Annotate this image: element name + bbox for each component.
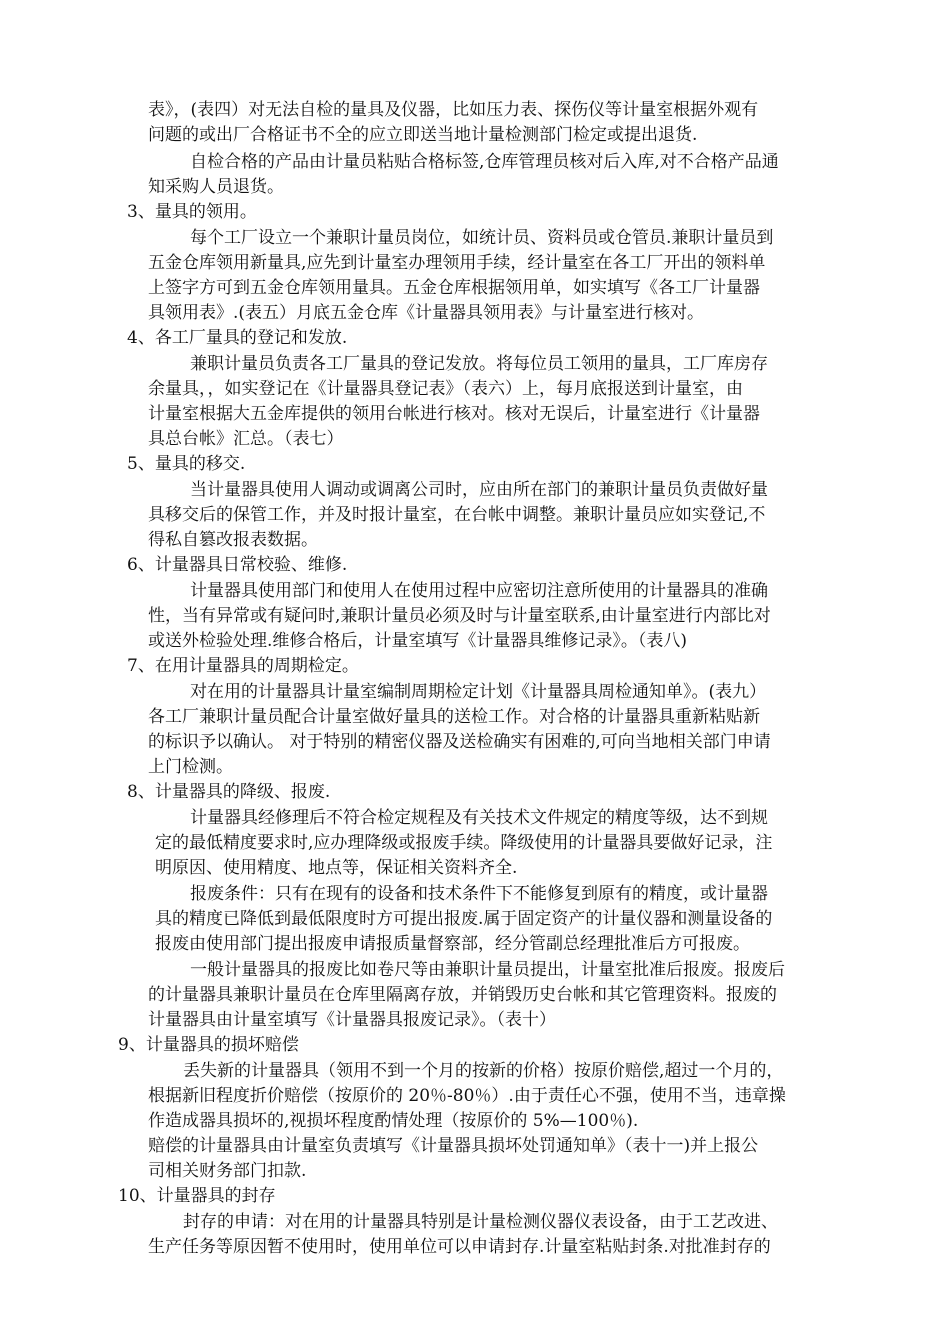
text-line: 自检合格的产品由计量员粘贴合格标签,仓库管理员核对后入库,对不合格产品通: [190, 152, 779, 172]
section-heading: 9、计量器具的损坏赔偿: [118, 1035, 299, 1055]
text-line: 的标识予以确认。 对于特别的精密仪器及送检确实有困难的,可向当地相关部门申请: [148, 732, 771, 752]
text-line: 明原因、使用精度、地点等，保证相关资料齐全.: [155, 858, 518, 878]
text-line: 或送外检验处理.维修合格后，计量室填写《计量器具维修记录》。（表八): [148, 631, 688, 651]
text-line: 当计量器具使用人调动或调离公司时，应由所在部门的兼职计量员负责做好量: [190, 480, 768, 500]
text-line: 性，当有异常或有疑问时,兼职计量员必须及时与计量室联系,由计量室进行内部比对: [148, 606, 771, 626]
text-line: 每个工厂设立一个兼职计量员岗位，如统计员、资料员或仓管员.兼职计量员到: [190, 228, 774, 248]
text-line: 生产任务等原因暂不使用时，使用单位可以申请封存.计量室粘贴封条.对批准封存的: [148, 1237, 771, 1257]
section-heading: 6、计量器具日常校验、维修.: [127, 555, 348, 575]
text-line: 上签字方可到五金仓库领用量具。五金仓库根据领用单，如实填写《各工厂计量器: [148, 278, 760, 298]
section-heading: 5、量具的移交.: [127, 454, 246, 474]
text-line: 知采购人员退货。: [148, 177, 284, 197]
text-line: 余量具，，如实登记在《计量器具登记表》（表六）上，每月底报送到计量室，由: [148, 379, 743, 399]
text-line: 的计量器具兼职计量员在仓库里隔离存放，并销毁历史台帐和其它管理资料。报废的: [148, 985, 777, 1005]
text-line: 封存的申请：对在用的计量器具特别是计量检测仪器仪表设备，由于工艺改进、: [183, 1212, 778, 1232]
text-line: 丢失新的计量器具（领用不到一个月的按新的价格）按原价赔偿,超过一个月的，: [183, 1061, 784, 1081]
text-line: 报废条件：只有在现有的设备和技术条件下不能修复到原有的精度，或计量器: [190, 884, 768, 904]
text-line: 根据新旧程度折价赔偿（按原价的 20％-80％）.由于责任心不强，使用不当，违章操: [148, 1086, 786, 1106]
text-line: 具总台帐》汇总。（表七）: [148, 429, 344, 449]
section-heading: 7、在用计量器具的周期检定。: [127, 656, 359, 676]
text-line: 上门检测。: [148, 757, 233, 777]
text-line: 作造成器具损坏的,视损坏程度酌情处理（按原价的 5%—100％).: [148, 1111, 639, 1131]
text-line: 计量器具使用部门和使用人在使用过程中应密切注意所使用的计量器具的准确: [190, 581, 768, 601]
text-line: 各工厂兼职计量员配合计量室做好量具的送检工作。对合格的计量器具重新粘贴新: [148, 707, 760, 727]
text-line: 问题的或出厂合格证书不全的应立即送当地计量检测部门检定或提出退货.: [148, 125, 698, 145]
text-line: 对在用的计量器具计量室编制周期检定计划《计量器具周检通知单》。(表九）: [190, 682, 767, 702]
section-heading: 10、计量器具的封存: [118, 1186, 276, 1206]
text-line: 计量室根据大五金库提供的领用台帐进行核对。核对无误后，计量室进行《计量器: [148, 404, 760, 424]
text-line: 表》，(表四）对无法自检的量具及仪器，比如压力表、探伤仪等计量室根据外观有: [148, 100, 759, 120]
section-heading: 4、各工厂量具的登记和发放.: [127, 328, 348, 348]
text-line: 兼职计量员负责各工厂量具的登记发放。将每位员工领用的量具，工厂库房存: [190, 354, 768, 374]
text-line: 定的最低精度要求时,应办理降级或报废手续。降级使用的计量器具要做好记录，注: [155, 833, 773, 853]
text-line: 赔偿的计量器具由计量室负责填写《计量器具损坏处罚通知单》（表十一)并上报公: [148, 1136, 759, 1156]
text-line: 五金仓库领用新量具,应先到计量室办理领用手续，经计量室在各工厂开出的领料单: [148, 253, 766, 273]
text-line: 得私自篡改报表数据。: [148, 530, 318, 550]
text-line: 计量器具经修理后不符合检定规程及有关技术文件规定的精度等级，达不到规: [190, 808, 768, 828]
text-line: 一般计量器具的报废比如卷尺等由兼职计量员提出，计量室批准后报废。报废后: [190, 960, 785, 980]
text-line: 具的精度已降低到最低限度时方可提出报废.属于固定资产的计量仪器和测量设备的: [155, 909, 773, 929]
text-line: 司相关财务部门扣款.: [148, 1161, 307, 1181]
section-heading: 8、计量器具的降级、报废.: [127, 782, 331, 802]
text-line: 报废由使用部门提出报废申请报质量督察部，经分管副总经理批准后方可报废。: [155, 934, 750, 954]
text-line: 具移交后的保管工作，并及时报计量室，在台帐中调整。兼职计量员应如实登记,不: [148, 505, 766, 525]
text-line: 具领用表》.(表五）月底五金仓库《计量器具领用表》与计量室进行核对。: [148, 303, 705, 323]
section-heading: 3、量具的领用。: [127, 202, 257, 222]
text-line: 计量器具由计量室填写《计量器具报废记录》。（表十）: [148, 1010, 556, 1030]
